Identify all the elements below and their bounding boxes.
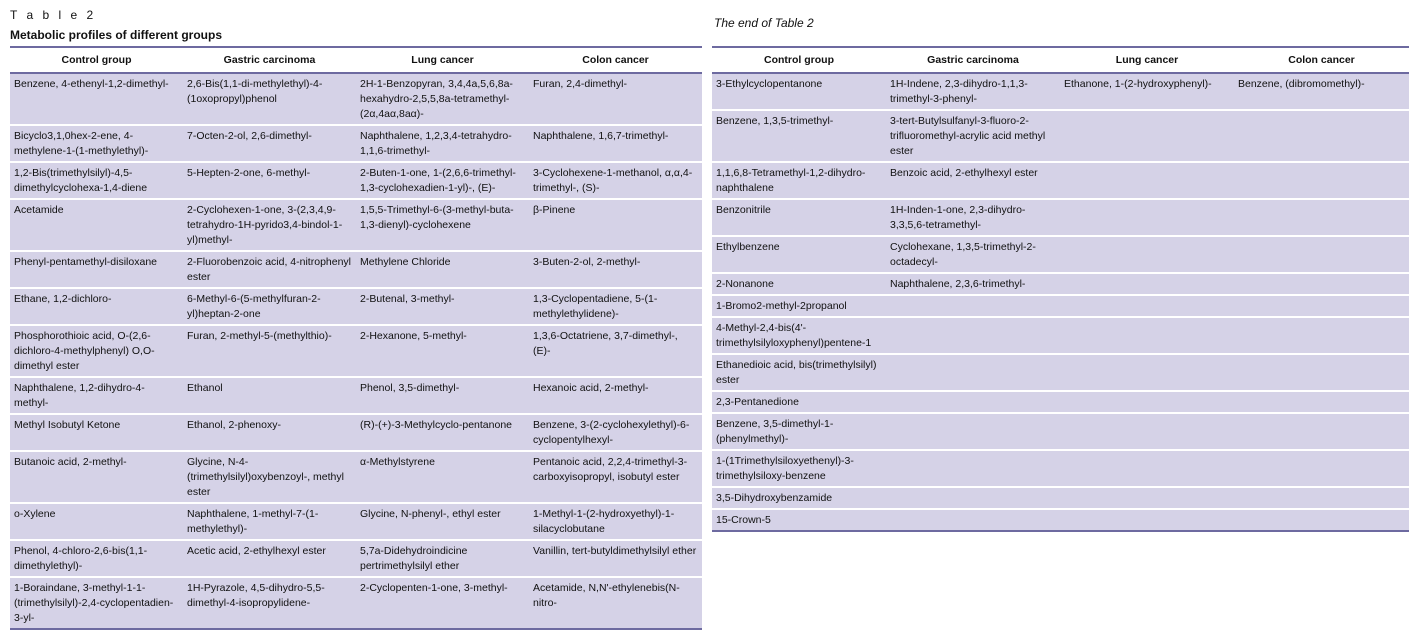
cell-gastric: Naphthalene, 1-methyl-7-(1-methylethyl)- [183, 503, 356, 540]
cell-gastric: 6-Methyl-6-(5-methylfuran-2-yl)heptan-2-one [183, 288, 356, 325]
table-row [712, 73, 1409, 110]
metabolic-profiles-table [10, 46, 702, 630]
table-title: Metabolic profiles of different groups [10, 28, 223, 42]
metabolic-profiles-table-end [712, 46, 1409, 532]
cell-colon [1234, 317, 1409, 354]
cell-gastric: 5-Hepten-2-one, 6-methyl- [183, 162, 356, 199]
table-row [10, 451, 702, 503]
cell-gastric [886, 295, 1060, 317]
table-row [712, 391, 1409, 413]
header-colon-cancer: Colon cancer [1234, 47, 1409, 73]
cell-colon [1234, 199, 1409, 236]
table-row [10, 199, 702, 251]
cell-control: 1,1,6,8-Tetramethyl-1,2-dihydro-naphthalene [712, 162, 886, 199]
cell-lung: Naphthalene, 1,2,3,4-tetrahydro-1,1,6-trimethyl- [356, 125, 529, 162]
cell-gastric: Glycine, N-4-(trimethylsilyl)oxybenzoyl-, methyl ester [183, 451, 356, 503]
table-row [10, 325, 702, 377]
cell-lung: Methylene Chloride [356, 251, 529, 288]
cell-control: Benzene, 4-ethenyl-1,2-dimethyl- [10, 73, 183, 125]
table-row [712, 162, 1409, 199]
cell-lung: 2-Buten-1-one, 1-(2,6,6-trimethyl-1,3-cyclohexadien-1-yl)-, (E)- [356, 162, 529, 199]
cell-colon: Pentanoic acid, 2,2,4-trimethyl-3-carboxyisopropyl, isobutyl ester [529, 451, 702, 503]
cell-colon: 3-Buten-2-ol, 2-methyl- [529, 251, 702, 288]
cell-gastric: 2-Cyclohexen-1-one, 3-(2,3,4,9-tetrahydro-1H-pyrido3,4-bindol-1-yl)methyl- [183, 199, 356, 251]
continuation-title: The end of Table 2 [714, 16, 814, 30]
cell-control: o-Xylene [10, 503, 183, 540]
cell-gastric: Naphthalene, 2,3,6-trimethyl- [886, 273, 1060, 295]
table-row [712, 487, 1409, 509]
cell-control: 3,5-Dihydroxybenzamide [712, 487, 886, 509]
cell-gastric: Ethanol [183, 377, 356, 414]
cell-control: Phenyl-pentamethyl-disiloxane [10, 251, 183, 288]
cell-lung: 2-Hexanone, 5-methyl- [356, 325, 529, 377]
cell-lung [1060, 273, 1234, 295]
cell-control: Benzonitrile [712, 199, 886, 236]
cell-gastric [886, 487, 1060, 509]
cell-gastric [886, 413, 1060, 450]
cell-colon: Hexanoic acid, 2-methyl- [529, 377, 702, 414]
header-lung-cancer: Lung cancer [1060, 47, 1234, 73]
table-row [712, 273, 1409, 295]
cell-gastric: Acetic acid, 2-ethylhexyl ester [183, 540, 356, 577]
header-row [10, 47, 702, 73]
cell-colon: β-Pinene [529, 199, 702, 251]
table-row [10, 125, 702, 162]
cell-lung: Phenol, 3,5-dimethyl- [356, 377, 529, 414]
cell-control: Methyl Isobutyl Ketone [10, 414, 183, 451]
cell-gastric: Benzoic acid, 2-ethylhexyl ester [886, 162, 1060, 199]
table-row [10, 577, 702, 629]
cell-colon: 1,3,6-Octatriene, 3,7-dimethyl-, (E)- [529, 325, 702, 377]
cell-lung: 2H-1-Benzopyran, 3,4,4a,5,6,8a-hexahydro-2,5,5,8a-tetramethyl-(2α,4aα,8aα)- [356, 73, 529, 125]
table-row [712, 199, 1409, 236]
cell-control: 2,3-Pentanedione [712, 391, 886, 413]
cell-lung [1060, 199, 1234, 236]
cell-control: 15-Crown-5 [712, 509, 886, 531]
cell-gastric: 2,6-Bis(1,1-di-methylethyl)-4-(1oxopropyl)phenol [183, 73, 356, 125]
table-row [10, 73, 702, 125]
cell-colon [1234, 413, 1409, 450]
cell-gastric [886, 509, 1060, 531]
table-row [712, 236, 1409, 273]
table-row [10, 288, 702, 325]
cell-lung [1060, 391, 1234, 413]
cell-colon [1234, 487, 1409, 509]
cell-colon: Acetamide, N,N'-ethylenebis(N-nitro- [529, 577, 702, 629]
table-row [712, 317, 1409, 354]
cell-colon [1234, 295, 1409, 317]
cell-colon: Naphthalene, 1,6,7-trimethyl- [529, 125, 702, 162]
cell-control: Ethylbenzene [712, 236, 886, 273]
cell-gastric [886, 450, 1060, 487]
header-gastric-carcinoma: Gastric carcinoma [183, 47, 356, 73]
cell-lung [1060, 354, 1234, 391]
table-row [712, 509, 1409, 531]
cell-colon [1234, 162, 1409, 199]
cell-control: Ethane, 1,2-dichloro- [10, 288, 183, 325]
cell-control: Naphthalene, 1,2-dihydro-4-methyl- [10, 377, 183, 414]
cell-colon: Benzene, 3-(2-cyclohexylethyl)-6-cyclopentylhexyl- [529, 414, 702, 451]
table-row [10, 540, 702, 577]
cell-gastric: 1H-Inden-1-one, 2,3-dihydro-3,3,5,6-tetramethyl- [886, 199, 1060, 236]
cell-lung [1060, 413, 1234, 450]
cell-lung [1060, 295, 1234, 317]
cell-lung: Glycine, N-phenyl-, ethyl ester [356, 503, 529, 540]
cell-control: Phenol, 4-chloro-2,6-bis(1,1-dimethylethyl)- [10, 540, 183, 577]
cell-colon: 1-Methyl-1-(2-hydroxyethyl)-1-silacyclobutane [529, 503, 702, 540]
cell-control: 1,2-Bis(trimethylsilyl)-4,5-dimethylcyclohexa-1,4-diene [10, 162, 183, 199]
table-row [712, 413, 1409, 450]
cell-control: Butanoic acid, 2-methyl- [10, 451, 183, 503]
table-row [10, 377, 702, 414]
cell-control: Benzene, 3,5-dimethyl-1-(phenylmethyl)- [712, 413, 886, 450]
header-colon-cancer: Colon cancer [529, 47, 702, 73]
cell-colon [1234, 354, 1409, 391]
cell-gastric [886, 317, 1060, 354]
header-control-group: Control group [10, 47, 183, 73]
table-label: T a b l e 2 [10, 8, 97, 22]
cell-lung: 5,7a-Didehydroindicine pertrimethylsilyl ether [356, 540, 529, 577]
cell-control: Acetamide [10, 199, 183, 251]
cell-colon: Vanillin, tert-butyldimethylsilyl ether [529, 540, 702, 577]
cell-control: Phosphorothioic acid, O-(2,6-dichloro-4-methylphenyl) O,O-dimethyl ester [10, 325, 183, 377]
cell-lung: (R)-(+)-3-Methylcyclo-pentanone [356, 414, 529, 451]
cell-lung: 2-Cyclopenten-1-one, 3-methyl- [356, 577, 529, 629]
cell-lung: α-Methylstyrene [356, 451, 529, 503]
header-gastric-carcinoma: Gastric carcinoma [886, 47, 1060, 73]
cell-gastric [886, 354, 1060, 391]
cell-colon [1234, 509, 1409, 531]
cell-control: 2-Nonanone [712, 273, 886, 295]
header-lung-cancer: Lung cancer [356, 47, 529, 73]
table-row [712, 450, 1409, 487]
cell-control: Benzene, 1,3,5-trimethyl- [712, 110, 886, 162]
cell-gastric: Ethanol, 2-phenoxy- [183, 414, 356, 451]
cell-lung [1060, 450, 1234, 487]
table-row [10, 251, 702, 288]
header-control-group: Control group [712, 47, 886, 73]
cell-gastric: 2-Fluorobenzoic acid, 4-nitrophenyl ester [183, 251, 356, 288]
cell-control: 1-Bromo2-methyl-2propanol [712, 295, 886, 317]
cell-gastric: 3-tert-Butylsulfanyl-3-fluoro-2-trifluoromethyl-acrylic acid methyl ester [886, 110, 1060, 162]
cell-gastric: 1H-Pyrazole, 4,5-dihydro-5,5-dimethyl-4-isopropylidene- [183, 577, 356, 629]
cell-control: 3-Ethylcyclopentanone [712, 73, 886, 110]
cell-lung: Ethanone, 1-(2-hydroxyphenyl)- [1060, 73, 1234, 110]
cell-lung [1060, 110, 1234, 162]
cell-colon [1234, 273, 1409, 295]
cell-colon: 3-Cyclohexene-1-methanol, α,α,4-trimethyl-, (S)- [529, 162, 702, 199]
cell-colon [1234, 236, 1409, 273]
cell-control: 1-Boraindane, 3-methyl-1-1-(trimethylsilyl)-2,4-cyclopentadien-3-yl- [10, 577, 183, 629]
cell-gastric [886, 391, 1060, 413]
cell-colon [1234, 110, 1409, 162]
cell-control: 1-(1Trimethylsiloxyethenyl)-3-trimethylsiloxy-benzene [712, 450, 886, 487]
cell-lung [1060, 509, 1234, 531]
cell-control: Ethanedioic acid, bis(trimethylsilyl) ester [712, 354, 886, 391]
cell-colon [1234, 450, 1409, 487]
cell-lung [1060, 162, 1234, 199]
cell-gastric: 7-Octen-2-ol, 2,6-dimethyl- [183, 125, 356, 162]
table-row [10, 414, 702, 451]
header-row [712, 47, 1409, 73]
cell-colon [1234, 391, 1409, 413]
table-row [712, 354, 1409, 391]
cell-gastric: Furan, 2-methyl-5-(methylthio)- [183, 325, 356, 377]
cell-colon: Furan, 2,4-dimethyl- [529, 73, 702, 125]
table-row [712, 110, 1409, 162]
cell-lung: 1,5,5-Trimethyl-6-(3-methyl-buta-1,3-dienyl)-cyclohexene [356, 199, 529, 251]
cell-gastric: Cyclohexane, 1,3,5-trimethyl-2-octadecyl- [886, 236, 1060, 273]
table-body [10, 73, 702, 629]
cell-control: 4-Methyl-2,4-bis(4'-trimethylsilyloxyphenyl)pentene-1 [712, 317, 886, 354]
table-row [10, 162, 702, 199]
cell-colon: 1,3-Cyclopentadiene, 5-(1-methylethylidene)- [529, 288, 702, 325]
cell-lung [1060, 236, 1234, 273]
table-row [712, 295, 1409, 317]
cell-colon: Benzene, (dibromomethyl)- [1234, 73, 1409, 110]
table-body [712, 73, 1409, 531]
cell-lung [1060, 487, 1234, 509]
cell-gastric: 1H-Indene, 2,3-dihydro-1,1,3-trimethyl-3-phenyl- [886, 73, 1060, 110]
cell-lung [1060, 317, 1234, 354]
cell-control: Bicyclo3,1,0hex-2-ene, 4-methylene-1-(1-methylethyl)- [10, 125, 183, 162]
cell-lung: 2-Butenal, 3-methyl- [356, 288, 529, 325]
table-row [10, 503, 702, 540]
